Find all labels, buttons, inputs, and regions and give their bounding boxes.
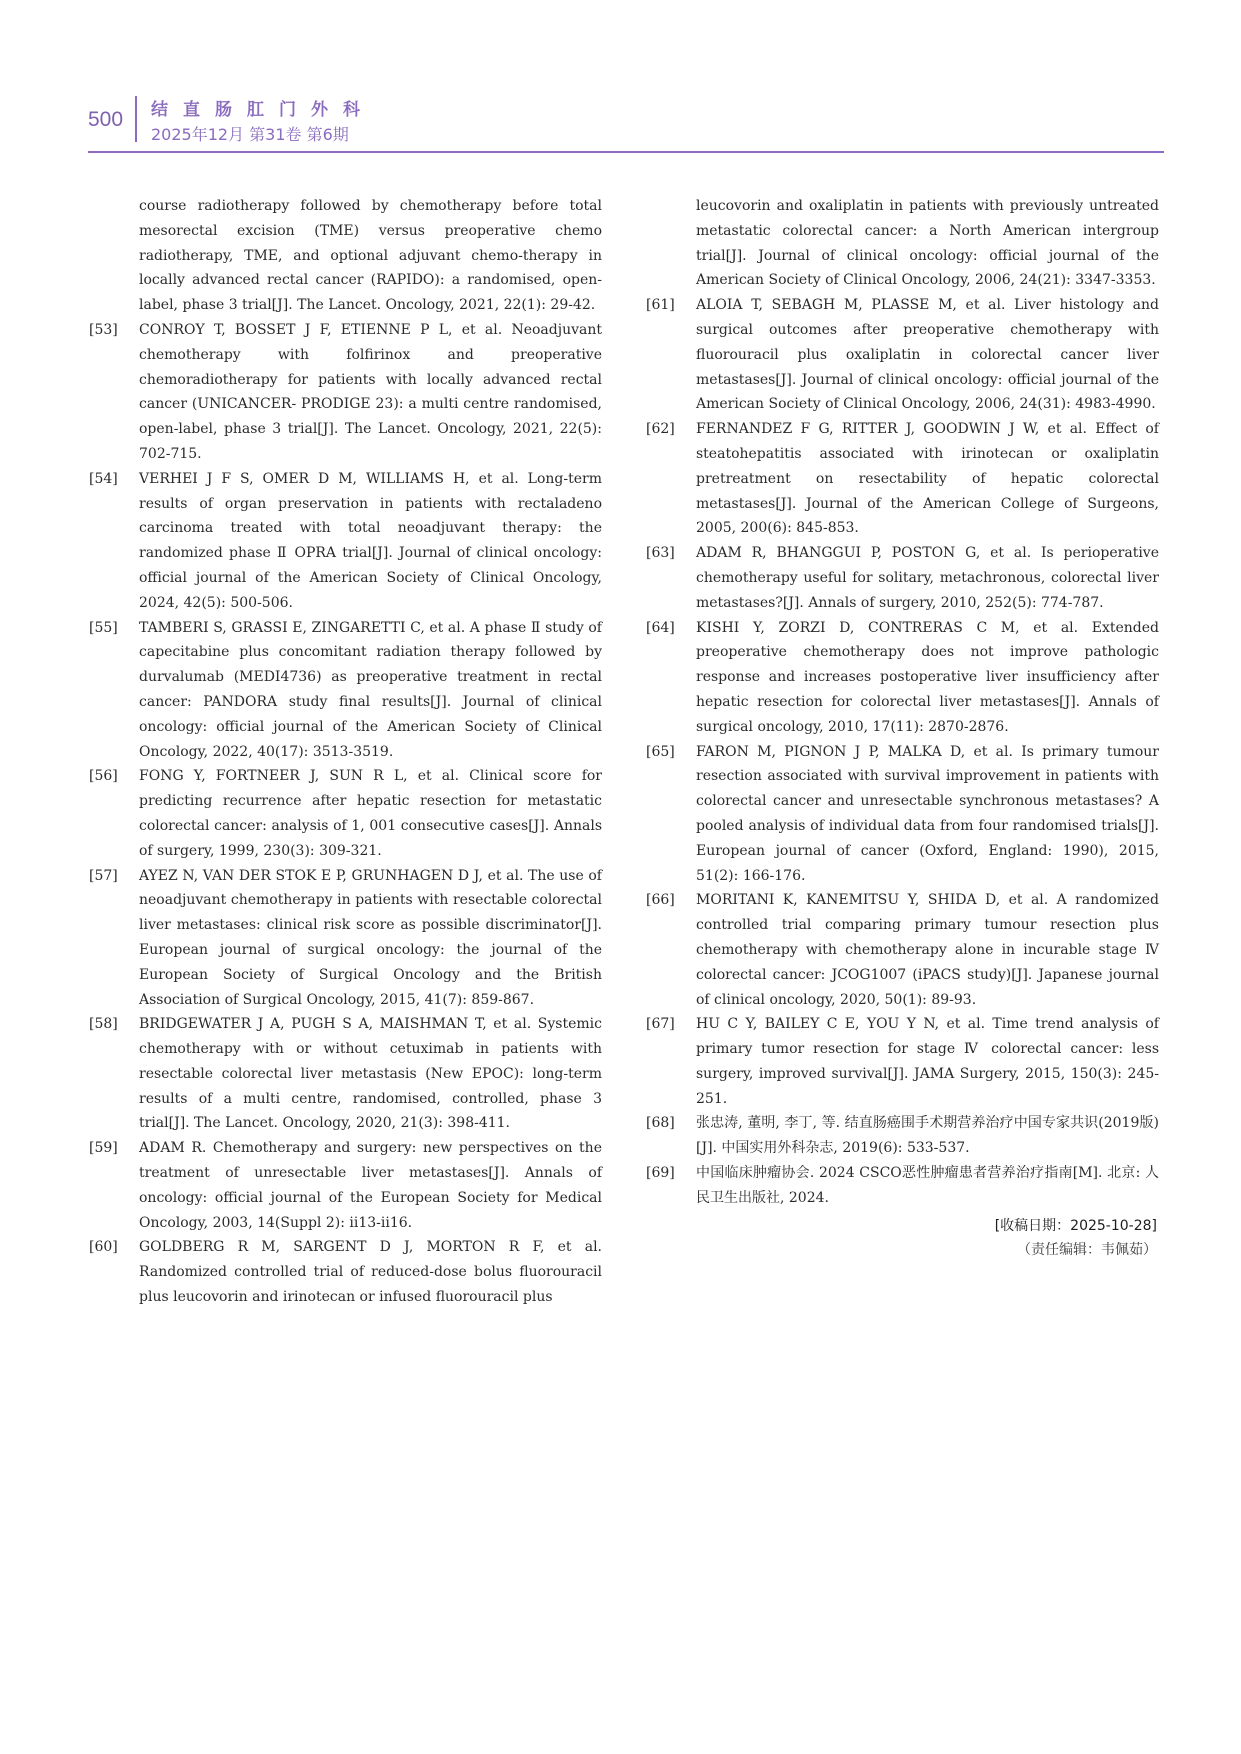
reference-item	[646, 1111, 1159, 1161]
responsible-editor: （责任编辑：韦佩茹）	[1017, 1241, 1157, 1258]
reference-number: [65]	[646, 743, 675, 760]
reference-number: [56]	[89, 768, 118, 785]
reference-item	[89, 318, 602, 467]
reference-text: FONG Y, FORTNEER J, SUN R L, et al. Clinical score for predicting recurrence after hepatic resection for metastatic colorectal cancer: analysis of 1, 001 consecutive cases[J]. Annals of surgery, 1999, 230(3): 309-321.	[139, 768, 602, 859]
reference-text: BRIDGEWATER J A, PUGH S A, MAISHMAN T, et al. Systemic chemotherapy with or without cetuximab in patients with resectable colorectal liver metastasis (New EPOC): long-term results of a multi centre, randomised, controlled, phase 3 trial[J]. The Lancet. Oncology, 2020, 21(3): 398-411.	[139, 1016, 602, 1132]
reference-number: [69]	[646, 1165, 675, 1182]
reference-item	[646, 541, 1159, 615]
reference-item	[646, 1161, 1159, 1211]
reference-number: [60]	[89, 1239, 118, 1256]
reference-text: leucovorin and oxaliplatin in patients with previously untreated metastatic colorectal cancer: a North American intergroup trial[J]. Journal of clinical oncology: official journal of the American Society of Clinical Oncology, 2006, 24(21): 3347-3353.	[696, 198, 1159, 289]
reference-item	[89, 864, 602, 1013]
reference-number: [54]	[89, 470, 118, 487]
reference-item	[646, 293, 1159, 417]
reference-item	[646, 1012, 1159, 1111]
page-header	[88, 90, 1164, 154]
reference-number: [53]	[89, 321, 118, 338]
reference-text: KISHI Y, ZORZI D, CONTRERAS C M, et al. Extended preoperative chemotherapy does not improve pathologic response and increases postoperative liver insufficiency after hepatic resection for colorectal liver metastases[J]. Annals of surgical oncology, 2010, 17(11): 2870-2876.	[696, 619, 1159, 735]
journal-issue: 2025年12月 第31卷 第6期	[151, 125, 349, 144]
reference-continuation	[89, 194, 602, 318]
received-date: [收稿日期：2025-10-28]	[994, 1217, 1157, 1234]
reference-item	[646, 740, 1159, 889]
reference-number: [59]	[89, 1140, 118, 1157]
left-column	[89, 194, 602, 1310]
reference-continuation	[646, 194, 1159, 293]
reference-text: ADAM R, BHANGGUI P, POSTON G, et al. Is perioperative chemotherapy useful for solitary, metachronous, colorectal liver metastases?[J]. Annals of surgery, 2010, 252(5): 774-787.	[696, 545, 1159, 611]
right-column	[646, 194, 1159, 1262]
reference-number: [55]	[89, 619, 118, 636]
reference-text: AYEZ N, VAN DER STOK E P, GRUNHAGEN D J, et al. The use of neoadjuvant chemotherapy in patients with resectable colorectal liver metastases: clinical risk score as possible discriminator[J]. European journal of surgical oncology: the journal of the European Society of Surgical Oncology and the British Association of Surgical Oncology, 2015, 41(7): 859-867.	[139, 867, 602, 1008]
reference-item	[646, 616, 1159, 740]
reference-text: VERHEI J F S, OMER D M, WILLIAMS H, et al. Long-term results of organ preservation in patients with rectaladeno carcinoma treated with total neoadjuvant therapy: the randomized phase Ⅱ OPRA trial[J]. Journal of clinical oncology: official journal of the American Society of Clinical Oncology, 2024, 42(5): 500-506.	[139, 470, 602, 611]
reference-text: MORITANI K, KANEMITSU Y, SHIDA D, et al. A randomized controlled trial comparing primary tumour resection plus chemotherapy with chemotherapy alone in incurable stage Ⅳ colorectal cancer: JCOG1007 (iPACS study)[J]. Japanese journal of clinical oncology, 2020, 50(1): 89-93.	[696, 892, 1159, 1008]
reference-text: ADAM R. Chemotherapy and surgery: new perspectives on the treatment of unresectable liver metastases[J]. Annals of oncology: official journal of the European Society for Medical Oncology, 2003, 14(Suppl 2): ii13-ii16.	[139, 1140, 602, 1231]
reference-text: course radiotherapy followed by chemotherapy before total mesorectal excision (TME) versus preoperative chemo radiotherapy, TME, and optional adjuvant chemo-therapy in locally advanced rectal cancer (RAPIDO): a randomised, open-label, phase 3 trial[J]. The Lancet. Oncology, 2021, 22(1): 29-42.	[139, 198, 602, 314]
reference-text: TAMBERI S, GRASSI E, ZINGARETTI C, et al. A phase Ⅱ study of capecitabine plus concomitant radiation therapy followed by durvalumab (MEDI4736) as preoperative treatment in rectal cancer: PANDORA study final results[J]. Journal of clinical oncology: official journal of the American Society of Clinical Oncology, 2022, 40(17): 3513-3519.	[139, 619, 602, 760]
reference-number: [67]	[646, 1016, 675, 1033]
reference-text: FARON M, PIGNON J P, MALKA D, et al. Is primary tumour resection associated with survival improvement in patients with colorectal cancer and unresectable synchronous metastases? A pooled analysis of individual data from four randomised trials[J]. European journal of cancer (Oxford, England: 1990), 2015, 51(2): 166-176.	[696, 743, 1159, 884]
reference-item	[646, 888, 1159, 1012]
reference-item	[89, 616, 602, 765]
reference-item	[89, 1235, 602, 1309]
reference-number: [57]	[89, 867, 118, 884]
reference-item	[89, 764, 602, 863]
reference-number: [64]	[646, 619, 675, 636]
reference-text: GOLDBERG R M, SARGENT D J, MORTON R F, et al. Randomized controlled trial of reduced-dose bolus fluorouracil plus leucovorin and irinotecan or infused fluorouracil plus	[139, 1239, 602, 1306]
reference-number: [62]	[646, 421, 675, 438]
header-divider-bar	[135, 96, 137, 142]
reference-number: [68]	[646, 1115, 675, 1132]
reference-text: 中国临床肿瘤协会. 2024 CSCO恶性肿瘤患者营养治疗指南[M]. 北京: 人民卫生出版社, 2024.	[696, 1165, 1159, 1206]
page-number: 500	[88, 108, 124, 131]
reference-number: [58]	[89, 1016, 118, 1033]
reference-number: [63]	[646, 545, 675, 562]
reference-item	[89, 1136, 602, 1235]
reference-text: 张忠涛, 董明, 李丁, 等. 结直肠癌围手术期营养治疗中国专家共识(2019版)[J]. 中国实用外科杂志, 2019(6): 533-537.	[696, 1115, 1159, 1157]
reference-number: [61]	[646, 297, 675, 314]
reference-text: ALOIA T, SEBAGH M, PLASSE M, et al. Liver histology and surgical outcomes after preoperative chemotherapy with fluorouracil plus oxaliplatin in colorectal cancer liver metastases[J]. Journal of clinical oncology: official journal of the American Society of Clinical Oncology, 2006, 24(31): 4983-4990.	[696, 297, 1159, 413]
reference-text: CONROY T, BOSSET J F, ETIENNE P L, et al. Neoadjuvant chemotherapy with folfirinox and preoperative chemoradiotherapy for patients with locally advanced rectal cancer (UNICANCER- PRODIGE 23): a multi centre randomised, open-label, phase 3 trial[J]. The Lancet. Oncology, 2021, 22(5): 702-715.	[139, 321, 602, 462]
journal-title: 结直肠肛门外科	[151, 100, 375, 120]
reference-text: HU C Y, BAILEY C E, YOU Y N, et al. Time trend analysis of primary tumor resection for stage Ⅳ colorectal cancer: less surgery, improved survival[J]. JAMA Surgery, 2015, 150(3): 245-251.	[696, 1016, 1159, 1107]
reference-item	[89, 1012, 602, 1136]
reference-text: FERNANDEZ F G, RITTER J, GOODWIN J W, et al. Effect of steatohepatitis associated with irinotecan or oxaliplatin pretreatment on resectability of hepatic colorectal metastases[J]. Journal of the American College of Surgeons, 2005, 200(6): 845-853.	[696, 421, 1159, 537]
reference-item	[646, 417, 1159, 541]
reference-number: [66]	[646, 892, 675, 909]
header-rule	[88, 151, 1164, 153]
reference-item	[89, 467, 602, 616]
